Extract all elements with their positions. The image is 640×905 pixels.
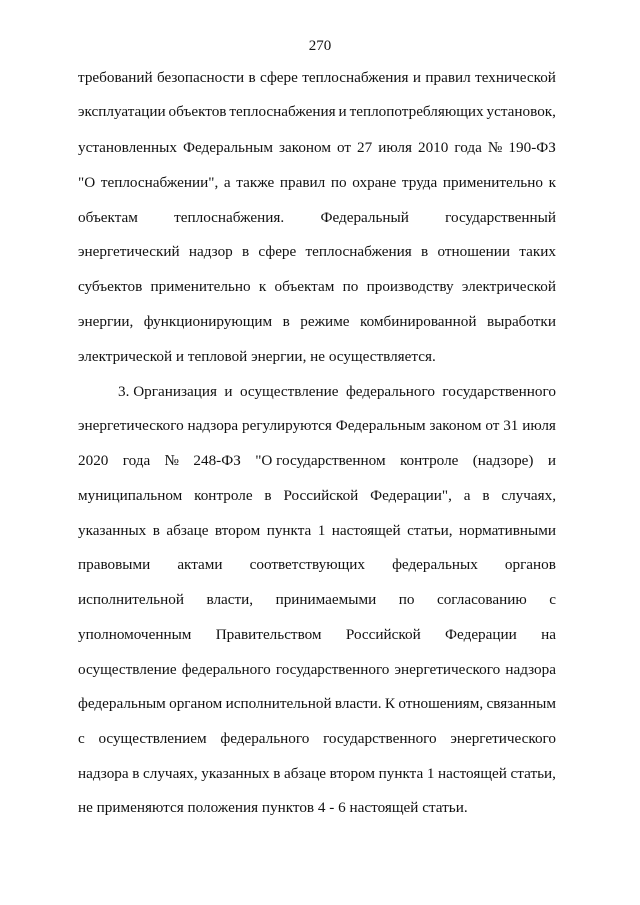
word: федеральных	[392, 556, 478, 573]
word: власти,	[206, 591, 254, 608]
word: органом	[169, 695, 223, 712]
word: года	[122, 452, 151, 469]
word: энергетического	[450, 730, 556, 747]
word: (надзоре)	[472, 452, 534, 469]
word: Федерации	[445, 626, 517, 643]
word: технической	[475, 69, 556, 86]
word: настоящей	[438, 765, 507, 782]
word: отношениям,	[398, 695, 484, 712]
word: Российской	[283, 487, 359, 504]
word: К	[384, 695, 395, 712]
word: отношении	[437, 243, 511, 260]
text-line	[78, 798, 556, 818]
word: нормативными	[459, 522, 556, 539]
word: применительно	[442, 174, 543, 191]
text-line	[78, 68, 556, 88]
word: объектам	[78, 209, 138, 226]
word: безопасности	[156, 69, 245, 86]
word: сфере	[258, 243, 297, 260]
text-line	[78, 729, 556, 749]
word: законом	[278, 139, 331, 156]
word: муниципальном	[78, 487, 183, 504]
word: абзаце	[283, 765, 327, 782]
word: Федерации",	[370, 487, 452, 504]
word: с	[549, 591, 556, 608]
word: 248-ФЗ	[193, 452, 241, 469]
word: случаях,	[501, 487, 556, 504]
word: в	[273, 765, 281, 782]
word: "О	[78, 174, 96, 191]
word: энергетического	[78, 417, 184, 434]
word: федеральным	[78, 695, 166, 712]
word: правовыми	[78, 556, 151, 573]
word: сфере	[260, 69, 298, 86]
word: осуществление	[78, 661, 177, 678]
word: установленных	[78, 139, 177, 156]
word: №	[164, 452, 180, 469]
word: связанным	[486, 695, 556, 712]
word: эксплуатации	[78, 103, 166, 120]
word: органов	[504, 556, 556, 573]
word: власти.	[334, 695, 382, 712]
text-line	[78, 347, 556, 367]
word: 1	[426, 765, 435, 782]
word: энергетического	[394, 661, 501, 678]
word: теплоснабжения	[305, 243, 412, 260]
word: 27	[357, 139, 373, 156]
word: 31	[503, 417, 519, 434]
word: 2010	[417, 139, 449, 156]
word: надзора	[505, 661, 556, 678]
word: втором	[329, 765, 375, 782]
word: к	[548, 174, 556, 191]
word: объектов	[168, 103, 227, 120]
word: не применяются положения пунктов 4 - 6 настоящей статьи.	[78, 799, 468, 816]
word: абзаце	[166, 522, 209, 539]
word: энергетический	[78, 243, 180, 260]
word: а	[223, 174, 231, 191]
word: Федеральный	[320, 209, 409, 226]
word: и	[224, 383, 233, 400]
word: а	[463, 487, 471, 504]
word: 3. Организация	[118, 383, 217, 400]
word: в	[152, 522, 160, 539]
text-line	[78, 486, 556, 506]
word: и	[338, 103, 347, 120]
word: государственного	[442, 383, 556, 400]
word: законом	[429, 417, 482, 434]
word: требований	[78, 69, 153, 86]
word: функционирующим	[143, 313, 273, 330]
word: теплоснабжения	[302, 69, 409, 86]
word: к	[258, 278, 267, 295]
text-line	[78, 660, 556, 680]
word: настоящей	[331, 522, 401, 539]
word: актами	[177, 556, 223, 573]
text-line	[78, 451, 556, 471]
word: случаях,	[143, 765, 198, 782]
text-line	[78, 590, 556, 610]
text-line	[78, 521, 556, 541]
word: и	[412, 69, 422, 86]
word: 1	[317, 522, 326, 539]
word: электрической и тепловой энергии, не осуществляется.	[78, 348, 436, 365]
word: 190-ФЗ	[508, 139, 556, 156]
text-line	[78, 102, 556, 122]
word: и	[547, 452, 556, 469]
word: контроле	[399, 452, 459, 469]
word: на	[541, 626, 556, 643]
word: принимаемыми	[275, 591, 377, 608]
word: теплоснабжения	[229, 103, 336, 120]
word: государственного	[275, 661, 390, 678]
word: от	[336, 139, 352, 156]
word: с	[78, 730, 85, 747]
word: надзора	[78, 765, 129, 782]
word: федерального	[345, 383, 435, 400]
word: регулируются	[241, 417, 332, 434]
word: соответствующих	[249, 556, 366, 573]
word: в	[482, 487, 490, 504]
text-line	[78, 694, 556, 714]
word: по	[398, 591, 415, 608]
word: июля	[522, 417, 556, 434]
text-line	[118, 382, 556, 402]
word: комбинированной	[360, 313, 477, 330]
text-line	[78, 312, 556, 332]
word: осуществление	[239, 383, 339, 400]
word: согласованию	[436, 591, 527, 608]
word: государственный	[445, 209, 556, 226]
word: Федеральным	[335, 417, 426, 434]
word: по	[342, 278, 359, 295]
text-line	[78, 242, 556, 262]
text-line	[78, 625, 556, 645]
word: применительно	[150, 278, 251, 295]
word: осуществлением	[98, 730, 207, 747]
word: теплоснабжении",	[100, 174, 219, 191]
text-line	[78, 138, 556, 158]
word: в	[421, 243, 429, 260]
word: охране	[352, 174, 397, 191]
word: указанных	[78, 522, 147, 539]
word: энергии,	[78, 313, 134, 330]
word: в	[132, 765, 140, 782]
word: в	[282, 313, 290, 330]
word: пункта	[378, 765, 424, 782]
word: субъектов	[78, 278, 143, 295]
word: июля	[378, 139, 412, 156]
word: указанных	[201, 765, 270, 782]
word: исполнительной	[225, 695, 332, 712]
word: по	[330, 174, 347, 191]
text-line	[78, 277, 556, 297]
word: режиме	[300, 313, 350, 330]
word: Правительством	[215, 626, 322, 643]
word: "О государственном	[255, 452, 386, 469]
word: Федеральным	[183, 139, 273, 156]
word: исполнительной	[78, 591, 184, 608]
word: теплоснабжения.	[174, 209, 285, 226]
word: контроле	[194, 487, 253, 504]
word: федерального	[220, 730, 310, 747]
word: установок,	[486, 103, 556, 120]
word: правил	[279, 174, 326, 191]
word: уполномоченным	[78, 626, 192, 643]
word: таких	[519, 243, 556, 260]
word: в	[264, 487, 272, 504]
word: надзора	[187, 417, 239, 434]
word: в	[242, 243, 250, 260]
text-line	[78, 208, 556, 228]
word: Российской	[345, 626, 421, 643]
word: статьи,	[510, 765, 556, 782]
word: года	[454, 139, 482, 156]
word: также	[236, 174, 275, 191]
word: выработки	[486, 313, 556, 330]
text-line	[78, 173, 556, 193]
word: надзор	[188, 243, 233, 260]
text-line	[78, 764, 556, 784]
word: правил	[425, 69, 471, 86]
text-line	[78, 416, 556, 436]
word: статьи,	[407, 522, 453, 539]
word: от	[485, 417, 500, 434]
word: теплопотребляющих	[349, 103, 484, 120]
word: объектам	[274, 278, 335, 295]
word: пункта	[266, 522, 312, 539]
word: №	[487, 139, 503, 156]
word: федерального	[181, 661, 271, 678]
word: 2020	[78, 452, 109, 469]
word: втором	[214, 522, 261, 539]
word: труда	[401, 174, 438, 191]
text-line	[78, 555, 556, 575]
word: производству	[366, 278, 454, 295]
word: государственного	[323, 730, 437, 747]
word: в	[248, 69, 256, 86]
page-number: 270	[308, 38, 332, 54]
word: электрической	[461, 278, 556, 295]
